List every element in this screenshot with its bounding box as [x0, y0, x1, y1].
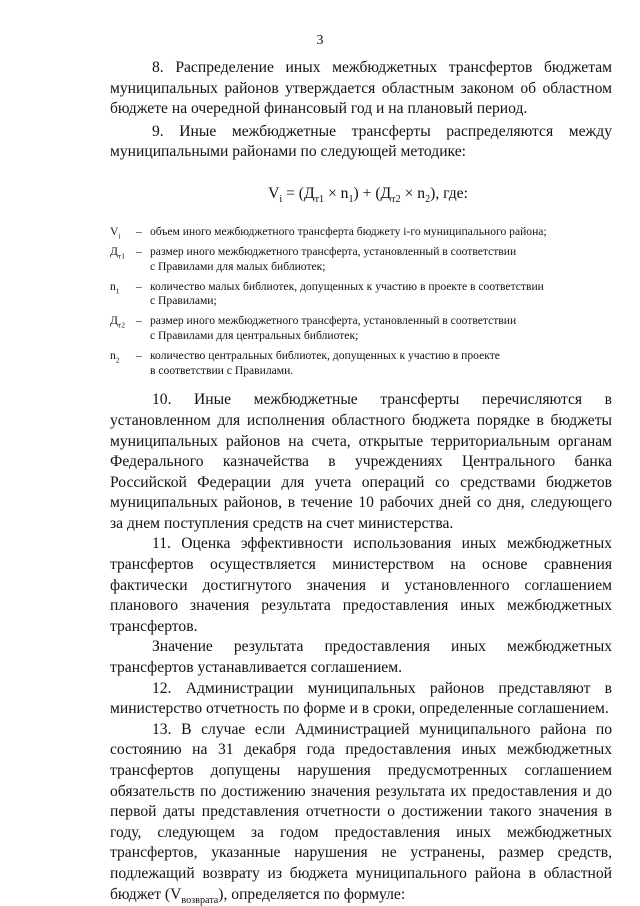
- definition-item: $Д_{т2}$ – размер иного межбюджетного трансферта, установленный в соответствии с Правилами для центральных библиотек;: [110, 314, 612, 343]
- paragraph-8: 8. Распределение иных межбюджетных трансфертов бюджетам муниципальных районов утверждается областным законом об областном бюджете на очередной финансовый год и на плановый период.: [110, 59, 612, 118]
- paragraph-13: 13. В случае если Администрацией муниципального района по состоянию на 31 декабря года предоставления иных межбюджетных трансфертов допущены нарушения предусмотренных соглашением обязательств по достижению значения результата их предоставления и до первой даты представления отчетности о достижении такого значения в году, следующем за годом предоставления иных межбюджетных трансфертов, указанные нарушения не устранены, размер средств, подлежащий возврату из бюджета муниципального района в областной бюджет $(V_{возврата})$, определяется по формуле:: [110, 720, 612, 906]
- definition-text: размер иного межбюджетного трансферта, установленный в соответствии с Правилами для центральных библиотек;: [150, 314, 517, 343]
- paragraph-12: 12. Администрации муниципальных районов представляют в министерство отчетность по форме и в сроки, определенные соглашением.: [110, 679, 612, 718]
- definition-text: количество центральных библиотек, допущенных к участию в проекте в соответствии с Правилами.: [150, 349, 500, 377]
- paragraph-11: 11. Оценка эффективности использования иных межбюджетных трансфертов осуществляется министерством на основе сравнения фактически достигнутого значения и установленного соглашением планового значения результата предоставления иных межбюджетных трансфертов.: [110, 535, 612, 635]
- definition-item: $n_1$ – количество малых библиотек, допущенных к участию в проекте в соответствии с Правилами;: [110, 280, 612, 309]
- paragraph-9: 9. Иные межбюджетные трансферты распределяются между муниципальными районами по следующей методике:: [110, 122, 612, 161]
- formula: $V_i = (Д_{т1} \times n_1) + (Д_{т2} \times n_2)$, где:: [268, 184, 468, 206]
- document-body: [110, 58, 612, 905]
- page-number: 3: [316, 33, 324, 48]
- definition-symbol: $Д_{т1}$: [110, 245, 125, 261]
- paragraph-11-result: Значение результата предоставления иных межбюджетных трансфертов устанавливается соглашением.: [110, 638, 612, 677]
- definition-symbol: $Д_{т2}$: [110, 314, 125, 330]
- paragraph-10: 10. Иные межбюджетные трансферты перечисляются в установленном для исполнения областного бюджета порядке в бюджеты муниципальных районов на счета, открытые территориальным органам Федерального казначейства в учреждениях Центрального банка Российской Федерации для учета операций со средствами бюджетов муниципальных районов, в течение 10 рабочих дней со дня, следующего за днем поступления средств на счет министерства.: [110, 391, 612, 532]
- definitions-list: [110, 225, 612, 378]
- definition-text: количество малых библиотек, допущенных к участию в проекте в соответствии с Правилами;: [150, 279, 544, 308]
- definition-symbol: $n_2$: [110, 349, 120, 365]
- definition-text: объем иного межбюджетного трансферта бюджету i-го муниципального района;: [150, 224, 547, 238]
- definition-item: $n_2$ – количество центральных библиотек, допущенных к участию в проекте в соответствии с Правилами.: [110, 349, 612, 378]
- definition-item: $Д_{т1}$ – размер иного межбюджетного трансферта, установленный в соответствии с Правилами для малых библиотек;: [110, 245, 612, 274]
- definition-symbol: $V_i$: [110, 224, 121, 241]
- definition-item: $V_i$ – объем иного межбюджетного трансферта бюджету i-го муниципального района;: [110, 225, 612, 240]
- definition-symbol: $n_1$: [110, 279, 120, 296]
- definition-text: размер иного межбюджетного трансферта, установленный в соответствии с Правилами для малых библиотек;: [150, 245, 517, 273]
